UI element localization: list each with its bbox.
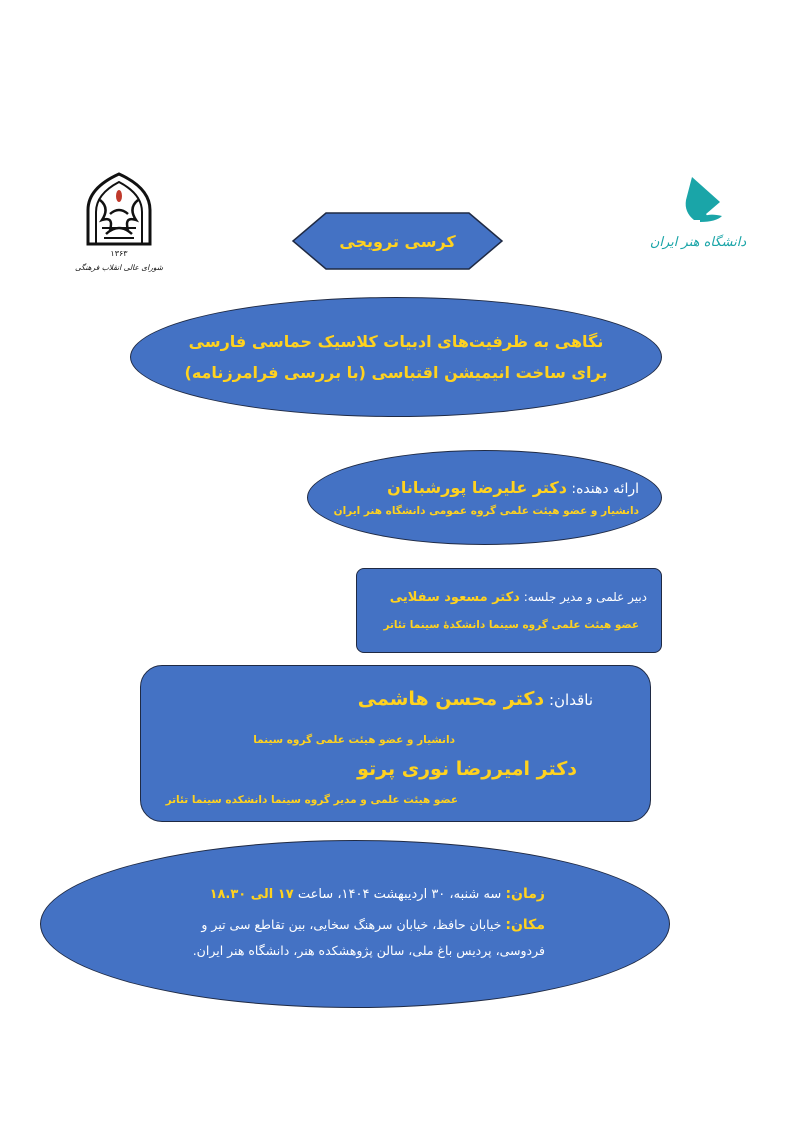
time-range: ۱۷ الی ۱۸.۳۰ <box>209 887 294 902</box>
svg-text:شورای عالی انقلاب فرهنگی: شورای عالی انقلاب فرهنگی <box>74 263 164 272</box>
topic-ellipse <box>130 297 662 417</box>
topic-line-1: نگاهی به ظرفیت‌های ادبیات کلاسیک حماسی فارسی <box>188 332 604 351</box>
moderator-box <box>356 568 662 653</box>
place-label: مکان: <box>505 917 545 933</box>
title-badge <box>292 212 503 270</box>
badge-label: کرسی ترویجی <box>339 231 456 251</box>
time-label: زمان: <box>505 886 545 902</box>
time-text: سه شنبه، ۳۰ اردیبهشت ۱۴۰۴، ساعت <box>297 887 502 902</box>
presenter-role: دانشیار و عضو هیئت علمی گروه عمومی دانشگاه هنر ایران <box>333 505 639 517</box>
svg-text:دانشگاه هنر ایران: دانشگاه هنر ایران <box>649 235 747 250</box>
topic-line-2: برای ساخت انیمیشن اقتباسی (با بررسی فرامرزنامه) <box>184 363 608 382</box>
presenter-name: دکتر علیرضا پورشبانان <box>387 478 567 497</box>
critics-label: ناقدان: <box>548 691 593 709</box>
presenter-label: ارائه دهنده: <box>571 481 639 497</box>
event-details-ellipse <box>40 840 670 1008</box>
critic-1-name: دکتر محسن هاشمی <box>357 688 545 710</box>
critic-2-role: عضو هیئت علمی و مدیر گروه سینما دانشکده سینما تئاتر <box>165 794 458 806</box>
svg-text:۱۳۶۳: ۱۳۶۳ <box>110 249 128 258</box>
council-logo <box>74 170 164 282</box>
place-line-1: خیابان حافظ، خیابان سرهنگ سخایی، بین تقاطع سی تیر و <box>201 917 502 932</box>
moderator-role: عضو هیئت علمی گروه سینما دانشکدهٔ سینما تئاتر <box>383 619 639 631</box>
moderator-name: دکتر مسعود سفلایی <box>389 590 520 605</box>
critic-1-role: دانشیار و عضو هیئت علمی گروه سینما <box>253 734 455 746</box>
moderator-label: دبیر علمی و مدیر جلسه: <box>523 590 647 604</box>
presenter-ellipse <box>307 450 662 545</box>
university-logo <box>650 172 745 262</box>
critics-box <box>140 665 651 822</box>
critic-2-name: دکتر امیررضا نوری پرتو <box>357 758 577 780</box>
place-line-2: فردوسی، پردیس باغ ملی، سالن پژوهشکده هنر، دانشگاه هنر ایران. <box>192 943 545 958</box>
